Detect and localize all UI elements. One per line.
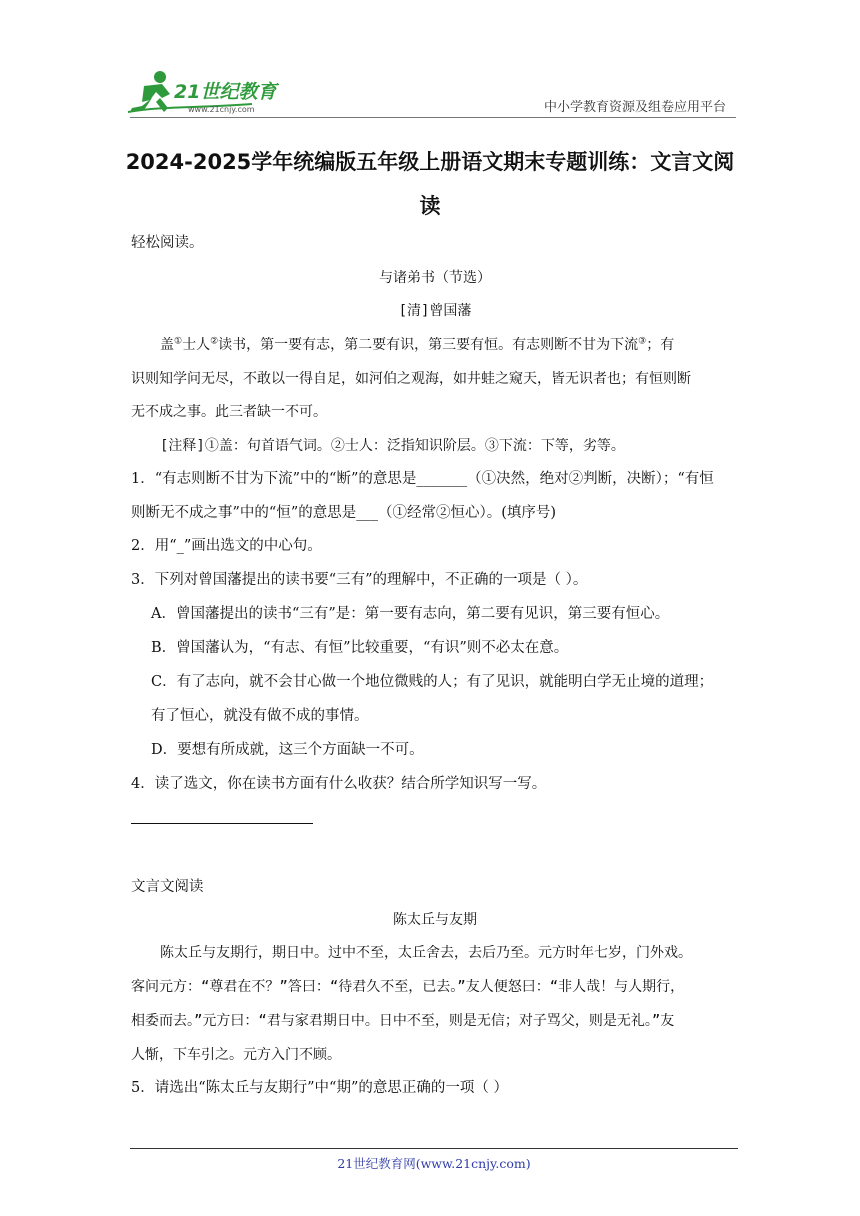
footer-divider [130,1148,738,1149]
section2-passage-line-1: 陈太丘与友期行，期日中。过中不至，太丘舍去，去后乃至。元方时年七岁，门外戏。 [160,945,692,961]
site-logo [122,68,292,118]
section2-passage-line-2: 客问元方：“尊君在不？”答曰：“待君久不至，已去。”友人便怒曰：“非人哉！与人期行， [131,979,685,995]
svg-text:21世纪教育: 21世纪教育 [174,81,277,103]
page-title-line-2: 读 [419,194,441,218]
question-3-option-c-line-1: C．有了志向，就不会甘心做一个地位微贱的人；有了见识，就能明白学无止境的道理； [151,674,714,690]
section1-passage-line-1: 盖①士人②读书，第一要有志，第二要有识，第三要有恒。有志则断不甘为下流③；有 [160,336,675,353]
section2-passage-title: 陈太丘与友期 [393,912,477,928]
question-3-option-a: A．曾国藩提出的读书“三有”是：第一要有志向，第二要有见识，第三要有恒心。 [151,606,670,622]
footer-link[interactable]: 21世纪教育网(www.21cnjy.com) [337,1156,531,1171]
question-3-option-c-line-2: 有了恒心，就没有做不成的事情。 [151,708,369,724]
section1-note: [注释]①盖：句首语气词。②士人：泛指知识阶层。③下流：下等，劣等。 [160,438,625,454]
question-4: 4．读了选文，你在读书方面有什么收获？结合所学知识写一写。 [131,776,547,792]
section2-passage-line-4: 人惭，下车引之。元方入门不顾。 [131,1047,341,1063]
runner-logo-icon [122,68,292,118]
header-divider [130,117,736,118]
question-5: 5．请选出“陈太丘与友期行”中“期”的意思正确的一项（ ） [131,1080,508,1096]
section1-passage-line-3: 无不成之事。此三者缺一不可。 [131,404,327,420]
section2-passage-line-3: 相委而去。”元方曰：“君与家君期日中。日中不至，则是无信；对子骂父，则是无礼。”友 [131,1013,675,1029]
section2-intro: 文言文阅读 [131,879,204,895]
question-3: 3．下列对曾国藩提出的读书要“三有”的理解中，不正确的一项是（ ）。 [131,572,588,588]
question-1-line-1: 1．“有志则断不甘为下流”中的“断”的意思是_______（①决然，绝对②判断，决断）；“有恒 [131,471,714,487]
question-3-option-b: B．曾国藩认为，“有志、有恒”比较重要，“有识”则不必太在意。 [151,640,569,656]
answer-blank-line [131,823,313,824]
question-1-line-2: 则断无不成之事”中的“恒”的意思是___（①经常②恒心）。(填序号) [131,505,557,521]
svg-text:www.21cnjy.com: www.21cnjy.com [188,105,255,114]
question-2: 2．用“_”画出选文的中心句。 [131,538,322,554]
section1-passage-line-2: 识则知学问无尽，不敢以一得自足，如河伯之观海，如井蛙之窥天，皆无识者也；有恒则断 [131,371,691,387]
header-tagline: 中小学教育资源及组卷应用平台 [543,100,726,115]
question-3-option-d: D．要想有所成就，这三个方面缺一不可。 [151,742,424,758]
page-title-line-1: 2024-2025学年统编版五年级上册语文期末专题训练：文言文阅 [125,150,735,174]
section1-passage-title: 与诸弟书（节选） [379,270,491,286]
section1-author: [清]曾国藩 [398,303,472,319]
section1-intro: 轻松阅读。 [131,235,204,251]
